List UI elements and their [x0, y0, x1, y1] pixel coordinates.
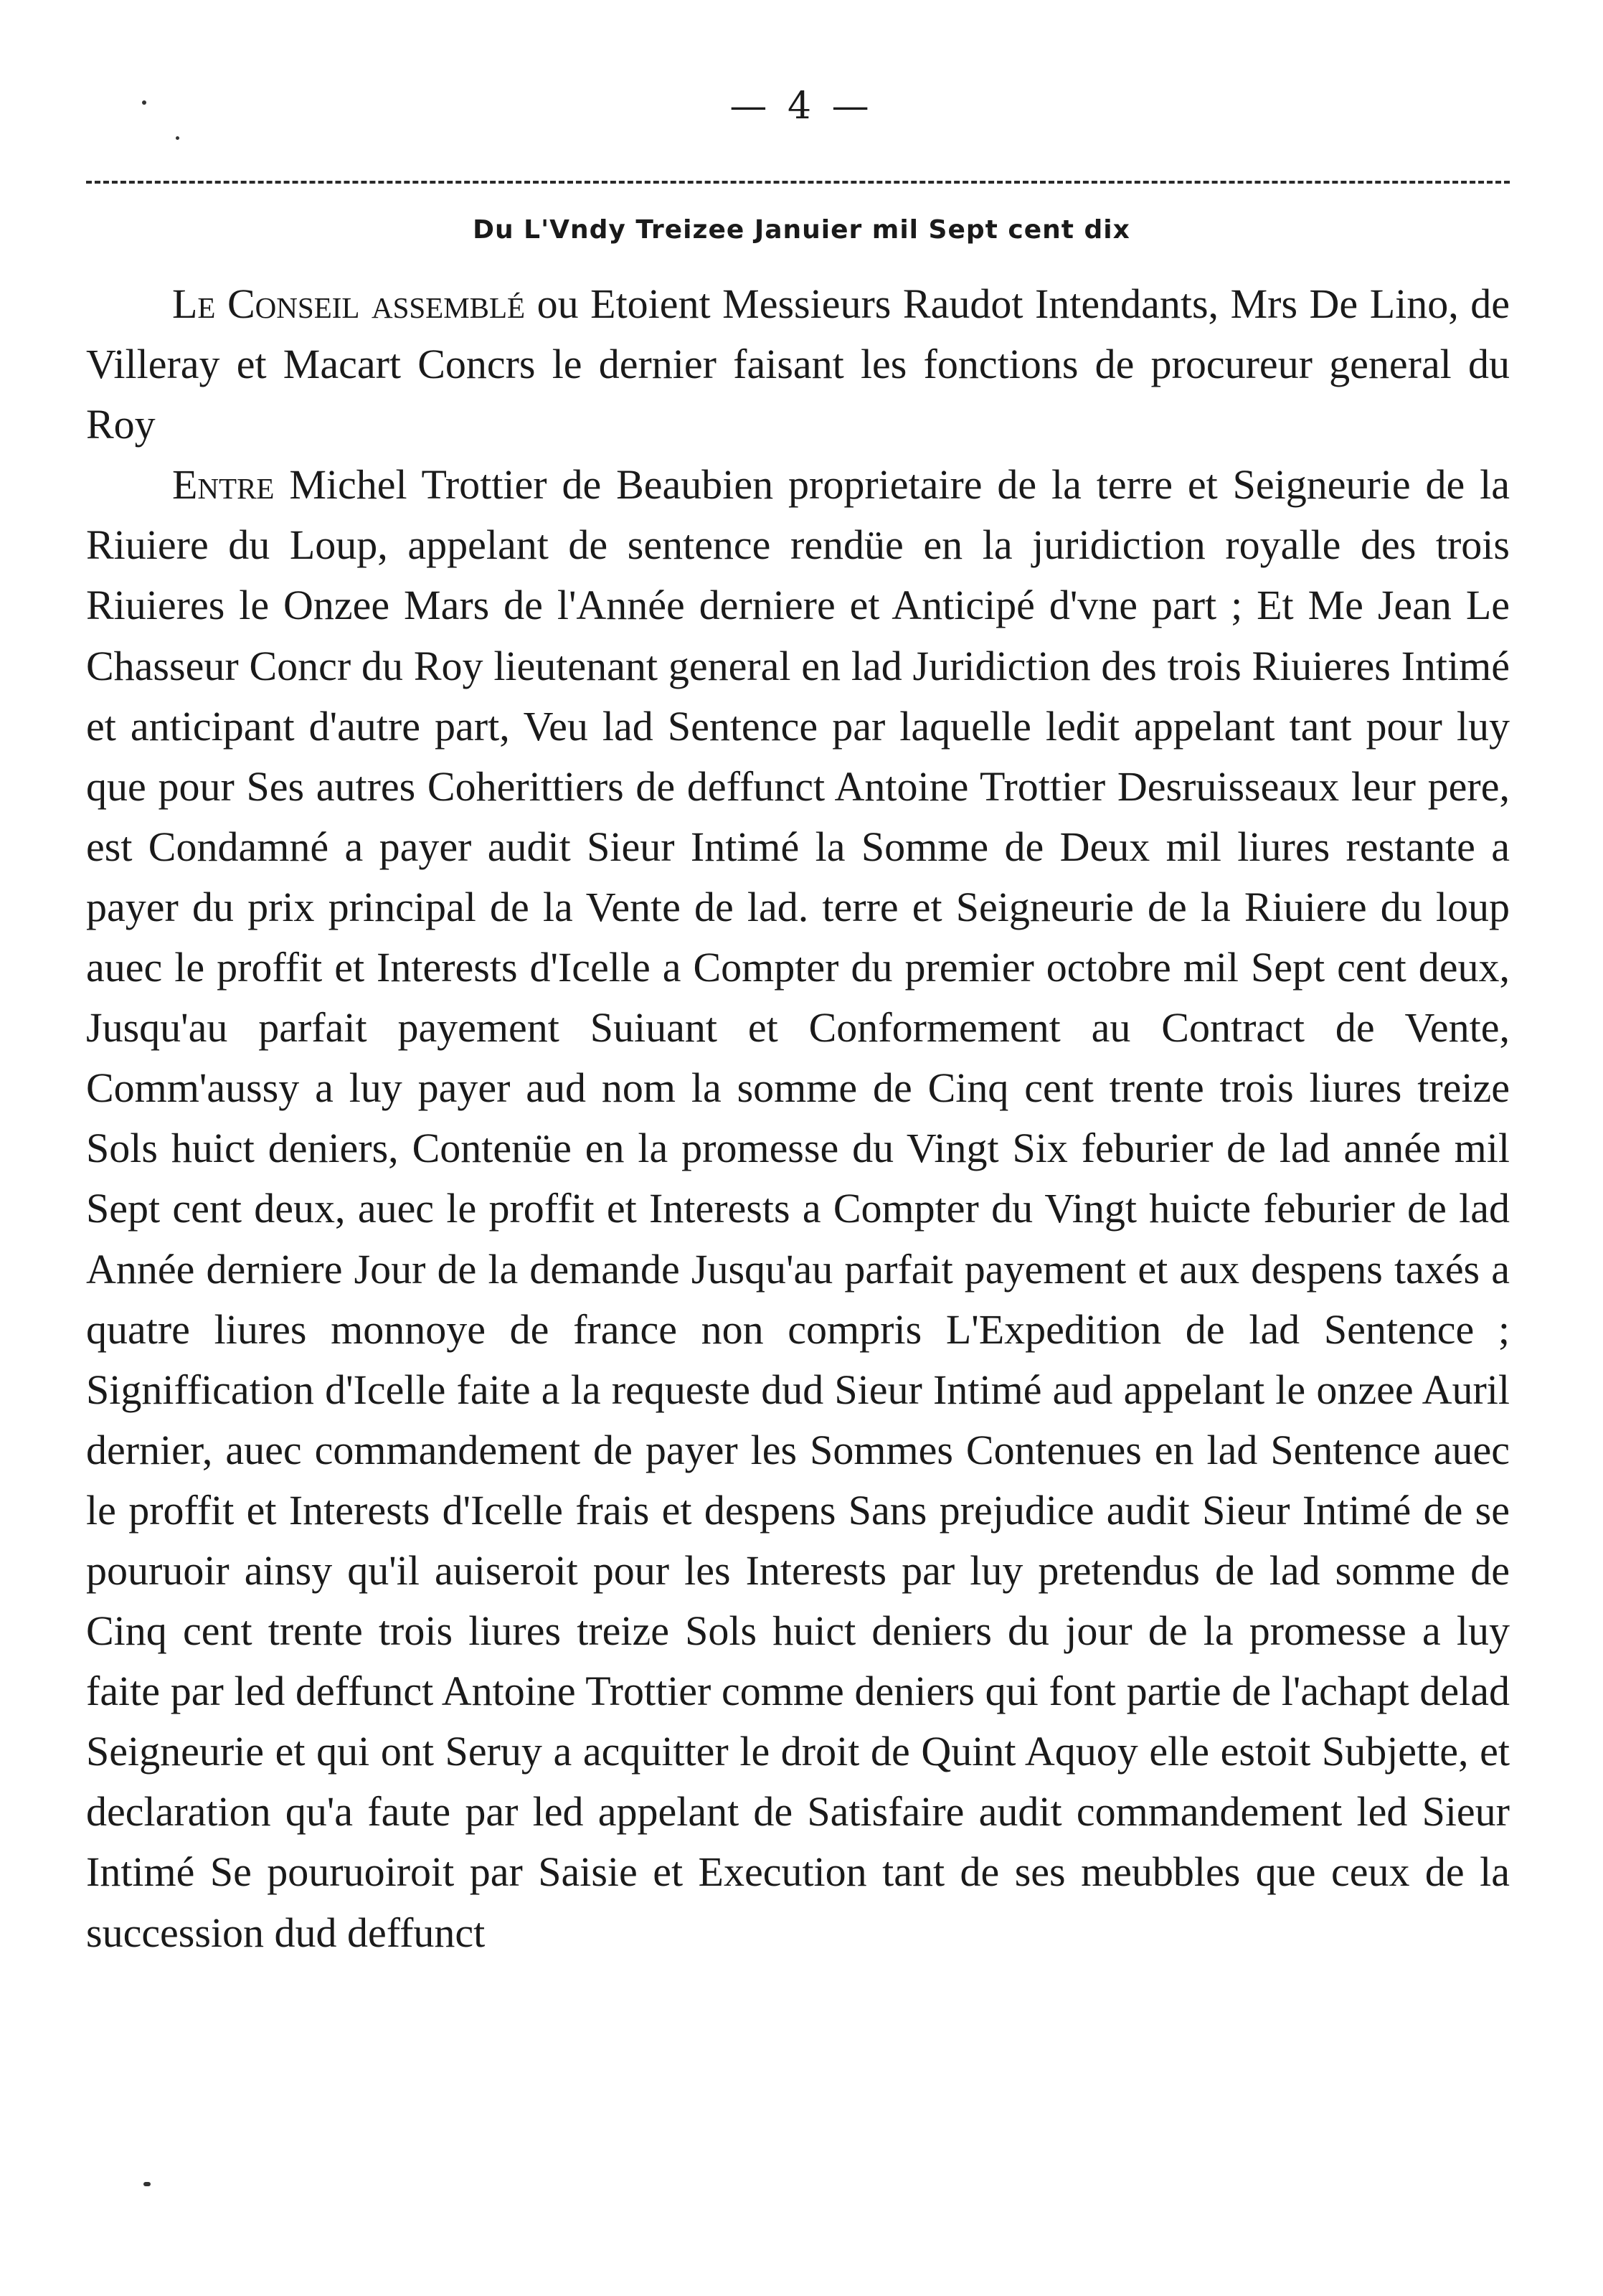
page-number: — 4 — — [729, 85, 874, 128]
paragraph-text: Michel Trottier de Beaubien proprietaire de la terre et Seigneurie de la Riuiere du Loup, appelant de sentence rendüe en la juridiction royalle des trois Riuieres le Onzee Mars de l'Année derniere et Anticipé d'vne part ; Et Me Jean Le Chasseur Concr du Roy lieutenant general en lad Juridiction des trois Riuieres Intimé et anticipant d'autre part, Veu lad Sentence par laquelle ledit appelant tant pour luy que pour Ses autres Coherittiers de deffunct Antoine Trottier Desruisseaux leur pere, est Condamné a payer audit Sieur Intimé la Somme de Deux mil liures restante a payer du prix principal de la Vente de lad. terre et Seigneurie de la Riuiere du loup auec le proffit et Interests d'Icelle a Compter du premier octobre mil Sept cent deux, Jusqu'au parfait payement Suiuant et Conformement au Contract de Vente, Comm'aussy a luy payer aud nom la somme de Cinq cent trente trois liures treize Sols huict deniers, Contenüe en la promesse du Vingt Six feburier de lad année mil Sept cent deux, auec le proffit et Interests a Compter du Vingt huicte feburier de lad Année derniere Jour de la demande Jusqu'au parfait payement et aux despens taxés a quatre liures monnoye de france non compris L'Expedition de lad Sentence ; Signiffication d'Icelle faite a la requeste dud Sieur Intimé aud appelant le onzee Auril dernier, auec commandement de payer les Sommes Contenues en lad Sentence auec le proffit et Interests d'Icelle frais et despens Sans prejudice audit Sieur Intimé de se pouruoir ainsy qu'il auiseroit pour les Interests par luy pretendus de lad somme de Cinq cent trente trois liures treize Sols huict deniers du jour de la promesse a luy faite par led deffunct Antoine Trottier comme deniers qui font partie de l'achapt delad Seigneurie et qui ont Seruy a acquitter le droit de Quint Aquoy elle estoit Subjette, et declaration qu'a faute par led appelant de Satisfaire audit commandement led Sieur Intimé Se pouruoiroit par Saisie et Execution tant de ses meubbles que ceux de la succession dud deffunct — [86, 461, 1510, 1956]
document-body — [86, 274, 1510, 1963]
print-speck — [143, 2182, 151, 2186]
section-heading: Du L'Vndy Treizee Januier mil Sept cent dix — [473, 215, 1130, 245]
print-speck — [176, 136, 179, 140]
header-rule — [86, 181, 1510, 184]
paragraph — [86, 455, 1510, 1962]
paragraph — [86, 274, 1510, 455]
paragraph-lead: Le Conseil assemblé — [172, 280, 526, 327]
paragraph-lead: Entre — [172, 461, 275, 509]
paragraph-text: ou Etoient Messieurs Raudot Intendants, Mrs De Lino, de Villeray et Macart Concrs le dernier faisant les fonctions de procureur general du Roy — [86, 280, 1510, 448]
